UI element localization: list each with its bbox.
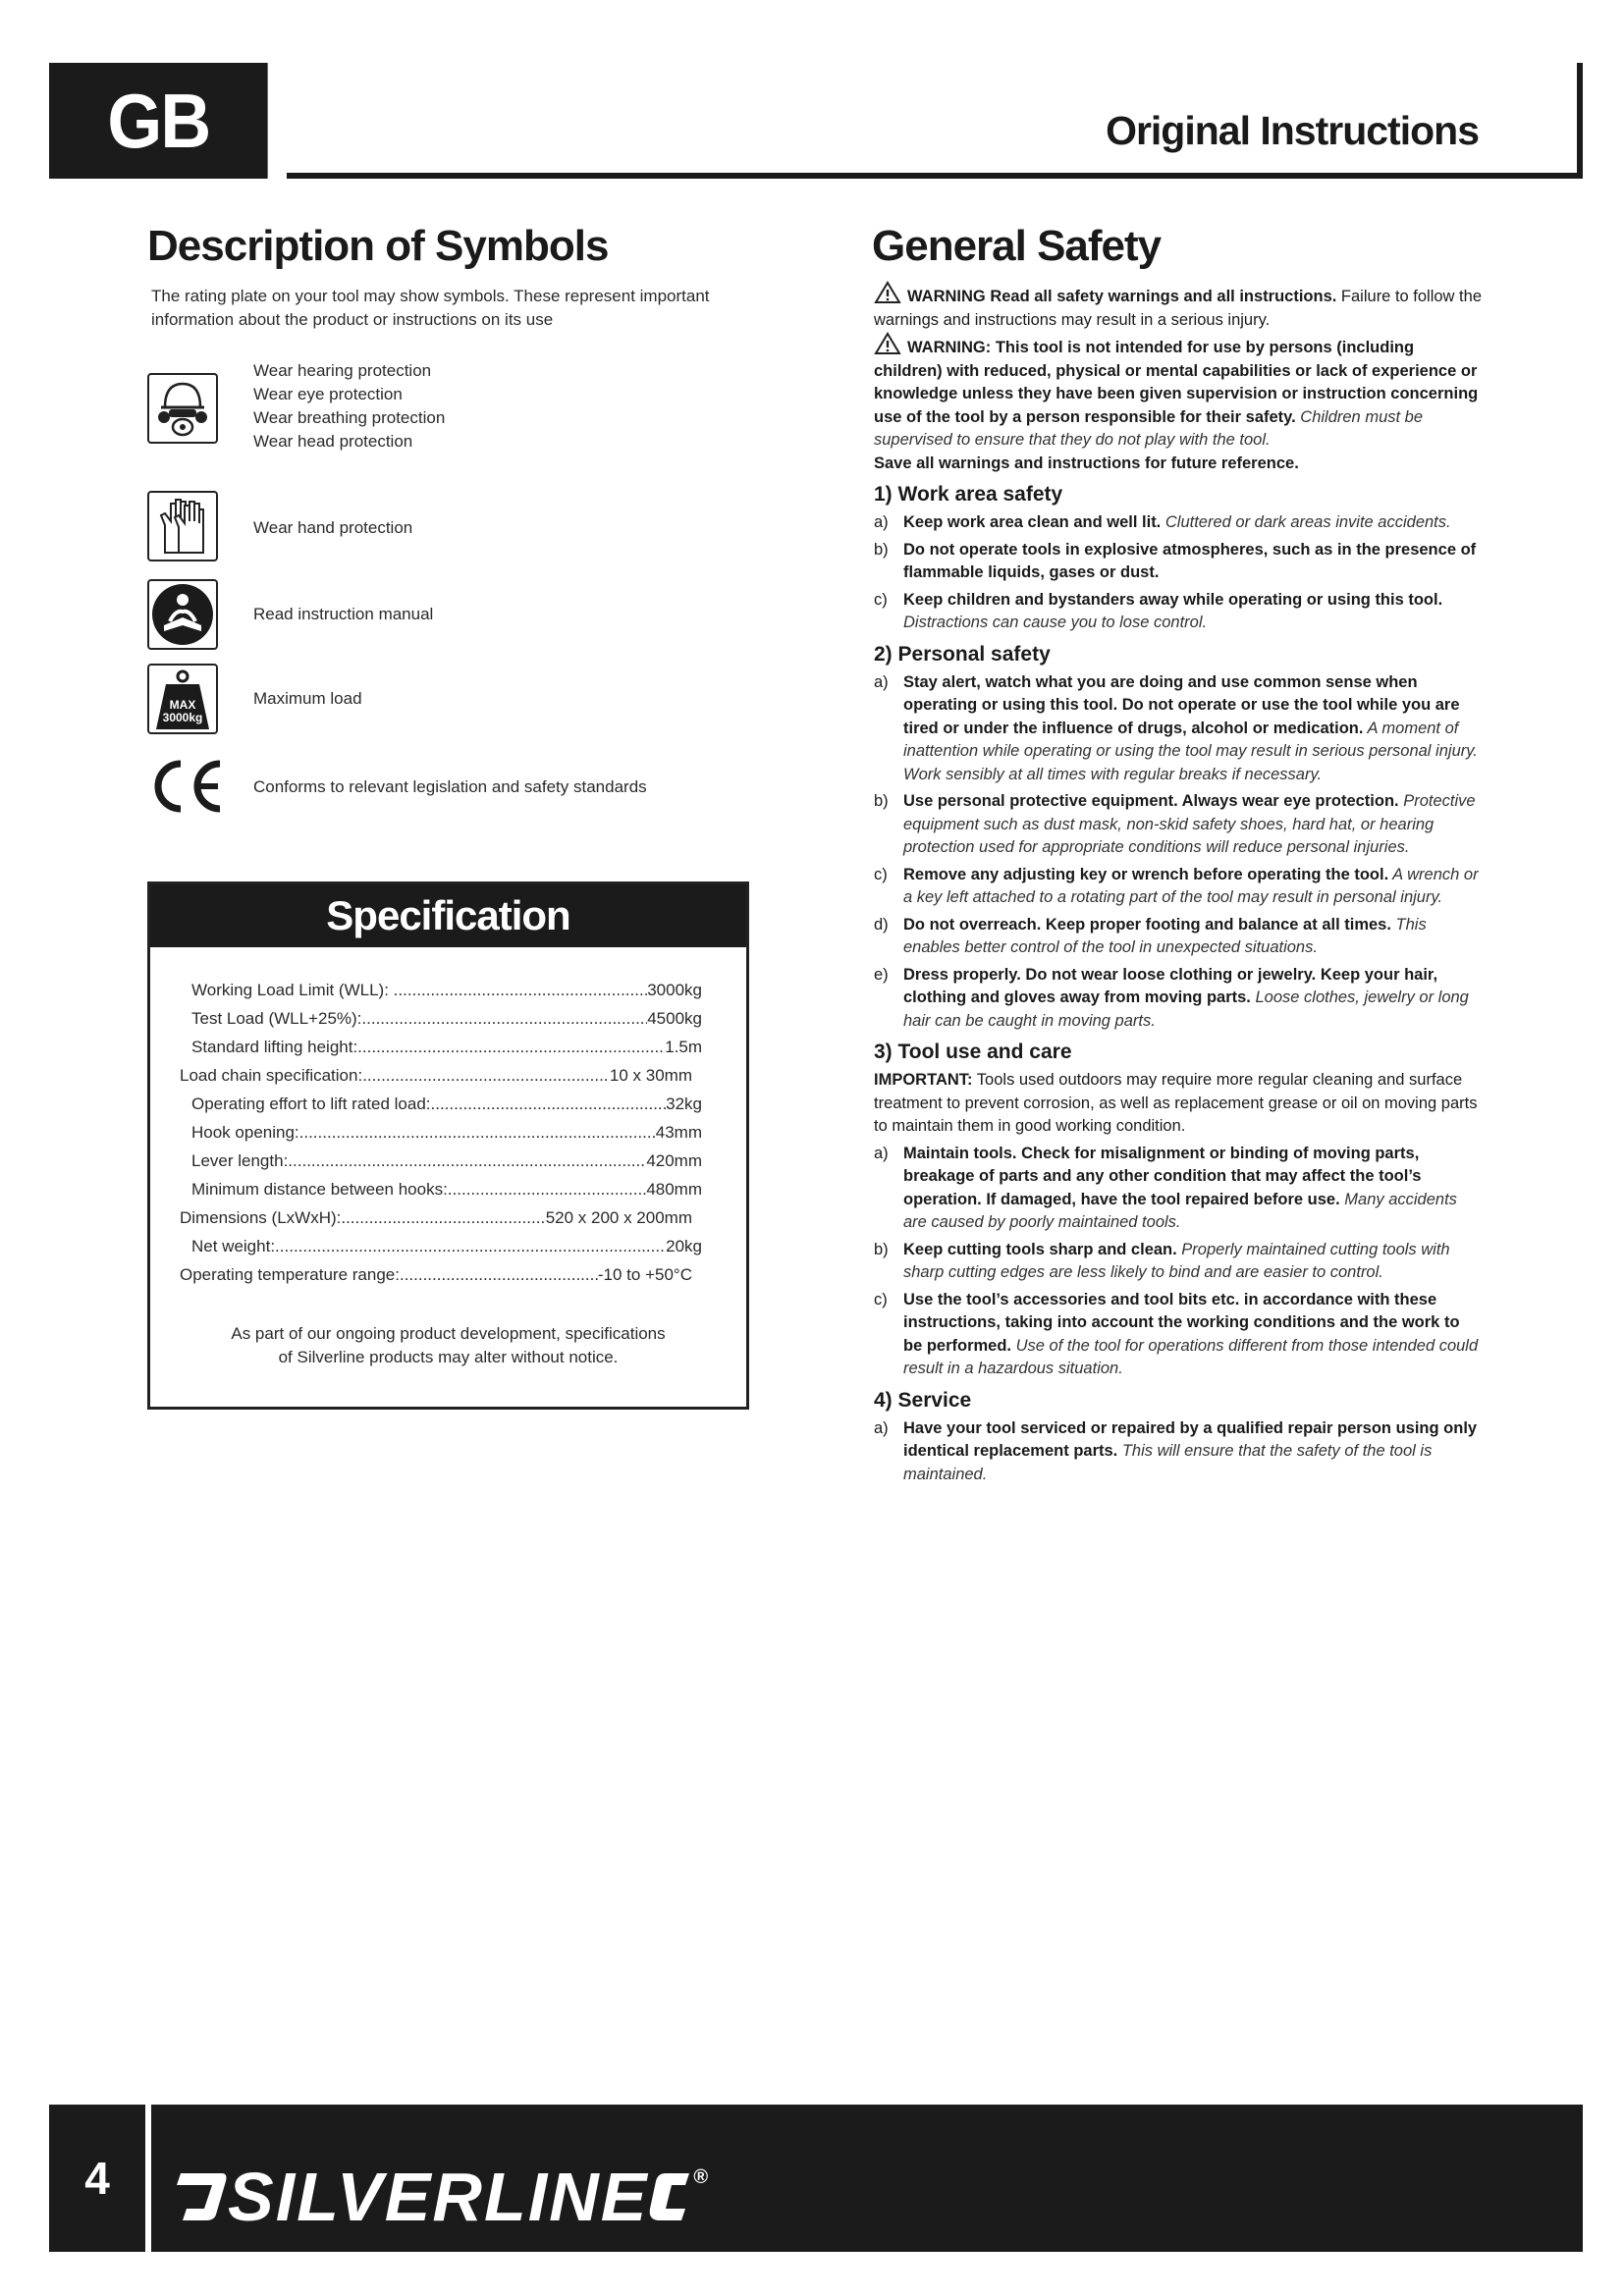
section-intro-bold: IMPORTANT: (874, 1071, 973, 1089)
item-bold: Keep children and bystanders away while operating or using this tool. (903, 590, 1443, 609)
page-number-box (49, 2105, 145, 2252)
item-italic: Use of the tool for operations different from those intended could result in a hazardous situation. (903, 1336, 1479, 1377)
item-letter: c) (874, 1290, 888, 1308)
item-italic: Loose clothes, jewelry or long hair can be caught in moving parts. (903, 988, 1469, 1030)
symbols-intro-line2: information about the product or instructions on its use (151, 310, 554, 329)
item-bold: Remove any adjusting key or wrench before operating the tool. (903, 865, 1389, 883)
max-load-weight-icon (147, 664, 218, 734)
spec-label: Minimum distance between hooks: (191, 1180, 448, 1199)
item-bold: Keep work area clean and well lit. (903, 513, 1162, 531)
item-letter: c) (874, 865, 888, 883)
item-italic: Properly maintained cutting tools with sharp cutting edges are less likely to bind and are easier to control. (903, 1240, 1450, 1281)
safety-heading: General Safety (872, 222, 1162, 270)
item-italic: This enables better control of the tool in unexpected situations. (903, 915, 1427, 956)
symbol-line: Wear eye protection (253, 385, 403, 403)
item-letter: a) (874, 672, 889, 691)
spec-label: Load chain specification: (180, 1066, 363, 1085)
spec-note-line1: As part of our ongoing product development, specifications (231, 1324, 666, 1343)
item-italic: Cluttered or dark areas invite accidents. (1161, 513, 1451, 531)
item-letter: c) (874, 590, 888, 609)
item-italic: Distractions can cause you to lose control. (903, 614, 1208, 631)
symbols-intro-line1: The rating plate on your tool may show symbols. These represent important (151, 287, 710, 305)
item-letter: e) (874, 965, 889, 984)
list-item (874, 589, 1483, 635)
spec-row (191, 1007, 702, 1031)
section-title: 3) Tool use and care (874, 1041, 1072, 1063)
symbol-line: Wear hearing protection (253, 361, 432, 380)
registered-mark: ® (693, 2166, 711, 2188)
section-title: 1) Work area safety (874, 483, 1063, 506)
list-item (874, 539, 1483, 585)
spec-label: Lever length: (191, 1151, 289, 1170)
read-manual-icon (147, 579, 218, 650)
warning-paragraph-1 (874, 281, 1483, 332)
max-load-badge (149, 699, 216, 724)
list-item (874, 864, 1483, 910)
spec-value: 520 x 200 x 200mm (545, 1208, 692, 1227)
item-italic: This will ensure that the safety of the tool is maintained. (903, 1442, 1433, 1483)
spec-row (191, 1121, 702, 1145)
silverline-logo (173, 2128, 710, 2246)
spec-label: Operating effort to lift rated load: (191, 1095, 431, 1113)
warning1-rest: Failure to follow the warnings and instructions may result in a serious injury. (874, 288, 1482, 329)
item-bold: Dress properly. Do not wear loose clothing or jewelry. Keep your hair, clothing and gloves away from moving parts. (903, 965, 1438, 1006)
header-rule (287, 173, 1583, 179)
region-code-box (49, 63, 268, 179)
item-italic: Protective equipment such as dust mask, non-skid safety shoes, hard hat, or hearing protection used for appropriate conditions will reduce personal injuries. (903, 792, 1476, 856)
spec-row (191, 979, 702, 1002)
symbol-text-ce: Conforms to relevant legislation and safety standards (253, 777, 647, 796)
section-intro-text: Tools used outdoors may require more regular cleaning and surface treatment to prevent corrosion, as well as replacement grease or oil on moving parts to maintain them in good working condition. (874, 1071, 1478, 1135)
symbol-line: Wear head protection (253, 432, 413, 451)
item-letter: b) (874, 792, 889, 810)
list-item (874, 1239, 1483, 1285)
max-load-badge-line2: 3000kg (162, 711, 203, 724)
spec-row (191, 1235, 702, 1258)
header-right-border (1577, 63, 1583, 179)
list-item (874, 790, 1483, 860)
save-note-text: Save all warnings and instructions for future reference. (874, 454, 1299, 472)
spec-value: 43mm (655, 1123, 702, 1142)
item-letter: b) (874, 540, 889, 559)
item-letter: a) (874, 513, 889, 531)
spec-row (191, 1178, 702, 1201)
spec-value: 4500kg (647, 1009, 702, 1028)
symbol-text-read-manual: Read instruction manual (253, 605, 434, 623)
max-load-badge-line1: MAX (169, 698, 196, 712)
warning-triangle-icon (874, 281, 901, 304)
list-item (874, 964, 1483, 1034)
item-bold: Use the tool’s accessories and tool bits etc. in accordance with these instructions, taking into account the working conditions and the work to be performed. (903, 1290, 1460, 1355)
save-note (874, 453, 1483, 476)
symbol-text-head-protection (253, 359, 445, 454)
spec-row (180, 1206, 692, 1230)
item-bold: Maintain tools. Check for misalignment or binding of moving parts, breakage of parts and any other condition that may affect the tool’s operation. If damaged, have the tool repaired before use. (903, 1144, 1422, 1208)
spec-label: Hook opening: (191, 1123, 299, 1142)
item-italic: Many accidents are caused by poorly maintained tools. (903, 1190, 1457, 1231)
page-header-title: Original Instructions (1106, 108, 1479, 153)
list-item (874, 1143, 1483, 1235)
specification-panel (147, 881, 749, 1410)
item-letter: d) (874, 915, 889, 934)
protective-head-gear-icon (147, 373, 218, 444)
item-italic: A wrench or a key left attached to a rotating part of the tool may result in personal injury. (903, 865, 1479, 906)
warning2-bold: WARNING: This tool is not intended for use by persons (including children) with reduced, physical or mental capabilities or lack of experience or knowledge unless they have been given supervision or instruction concerning use of the tool by a person responsible for their safety. (874, 339, 1479, 426)
region-code: GB (107, 77, 210, 164)
warning-paragraph-2 (874, 332, 1483, 453)
list-item (874, 1289, 1483, 1381)
spec-label: Dimensions (LxWxH): (180, 1208, 342, 1227)
ce-mark-icon (147, 758, 226, 815)
brand-name: SILVERLINE (228, 2159, 649, 2235)
item-italic: A moment of inattention while operating or using the tool may result in serious personal injury. Work sensibly at all times with regular breaks if necessary. (903, 719, 1478, 783)
safety-content (874, 281, 1483, 1490)
specification-heading: Specification (150, 884, 746, 947)
spec-label: Standard lifting height: (191, 1038, 358, 1056)
item-letter: a) (874, 1144, 889, 1162)
spec-label: Operating temperature range: (180, 1265, 400, 1284)
item-bold: Have your tool serviced or repaired by a qualified repair person using only identical replacement parts. (903, 1418, 1478, 1460)
symbols-heading: Description of Symbols (147, 222, 609, 270)
symbol-text-hand-protection: Wear hand protection (253, 518, 413, 537)
gloves-icon (147, 491, 218, 561)
spec-value: 20kg (666, 1237, 702, 1255)
item-letter: a) (874, 1418, 889, 1437)
spec-row (180, 1064, 692, 1088)
spec-row (191, 1149, 702, 1173)
spec-value: 480mm (646, 1180, 702, 1199)
list-item (874, 914, 1483, 960)
item-bold: Do not overreach. Keep proper footing and balance at all times. (903, 915, 1391, 934)
item-bold: Do not operate tools in explosive atmospheres, such as in the presence of flammable liquids, gases or dust. (903, 540, 1477, 581)
spec-value: 1.5m (665, 1038, 702, 1056)
warning-triangle-icon (874, 332, 901, 355)
section-title: 2) Personal safety (874, 642, 1051, 666)
spec-label: Working Load Limit (WLL): . (191, 981, 399, 999)
spec-value: 3000kg (647, 981, 702, 999)
spec-value: 420mm (646, 1151, 702, 1170)
spec-label: Net weight: (191, 1237, 276, 1255)
symbols-intro (151, 285, 710, 332)
list-item (874, 511, 1483, 535)
list-item (874, 1417, 1483, 1487)
item-bold: Stay alert, watch what you are doing and use common sense when operating or using this tool. Do not operate or use the tool while you are tired or under the influence of drugs, alcohol or medication. (903, 672, 1460, 737)
spec-row (191, 1093, 702, 1116)
item-bold: Use personal protective equipment. Always wear eye protection. (903, 792, 1399, 810)
spec-value: 10 x 30mm (609, 1066, 692, 1085)
page-number: 4 (84, 2153, 110, 2204)
spec-row (191, 1036, 702, 1059)
spec-note-line2: of Silverline products may alter without notice. (278, 1348, 619, 1366)
spec-row (180, 1263, 692, 1287)
item-letter: b) (874, 1240, 889, 1258)
warning1-bold: WARNING Read all safety warnings and all instructions. (907, 288, 1337, 305)
spec-label: Test Load (WLL+25%): (191, 1009, 362, 1028)
symbol-line: Wear breathing protection (253, 408, 446, 427)
spec-value: -10 to +50°C (597, 1265, 692, 1284)
spec-value: 32kg (666, 1095, 702, 1113)
item-bold: Keep cutting tools sharp and clean. (903, 1240, 1177, 1258)
section-intro (874, 1069, 1483, 1139)
logo-hook-icon (173, 2162, 232, 2230)
warning2-italic: Children must be supervised to ensure that they do not play with the tool. (874, 407, 1424, 449)
logo-c-icon (646, 2162, 693, 2230)
symbol-text-max-load: Maximum load (253, 689, 362, 708)
section-title: 4) Service (874, 1388, 972, 1412)
list-item (874, 671, 1483, 787)
